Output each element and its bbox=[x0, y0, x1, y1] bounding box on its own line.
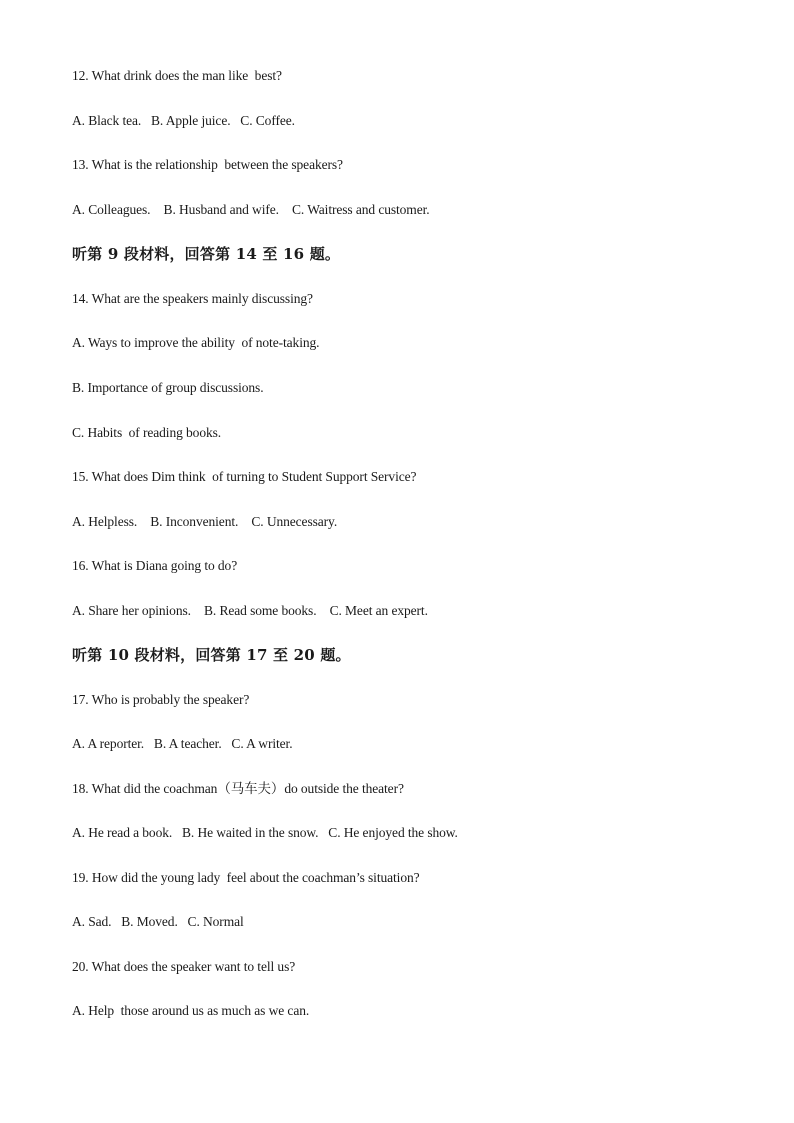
question-17: 17. Who is probably the speaker? bbox=[72, 692, 250, 707]
section-heading-9: 听第 9 段材料，回答第 14 至 16 题。 bbox=[72, 245, 341, 263]
options-12: A. Black tea. B. Apple juice. C. Coffee. bbox=[72, 113, 295, 128]
option-14-c: C. Habits of reading books. bbox=[72, 425, 222, 440]
options-19: A. Sad. B. Moved. C. Normal bbox=[72, 914, 244, 929]
question-14: 14. What are the speakers mainly discussing? bbox=[72, 291, 313, 306]
options-18: A. He read a book. B. He waited in the snow. C. He enjoyed the show. bbox=[72, 825, 458, 840]
option-14-a: A. Ways to improve the ability of note-taking. bbox=[72, 335, 320, 350]
options-16: A. Share her opinions. B. Read some books. C. Meet an expert. bbox=[72, 603, 428, 618]
option-20-a: A. Help those around us as much as we can. bbox=[72, 1003, 310, 1018]
question-16: 16. What is Diana going to do? bbox=[72, 558, 238, 573]
question-13: 13. What is the relationship between the speakers? bbox=[72, 157, 343, 172]
question-15: 15. What does Dim think of turning to Student Support Service? bbox=[72, 469, 417, 484]
question-19: 19. How did the young lady feel about the coachman’s situation? bbox=[72, 870, 420, 885]
options-15: A. Helpless. B. Inconvenient. C. Unnecessary. bbox=[72, 514, 338, 529]
question-20: 20. What does the speaker want to tell us? bbox=[72, 959, 296, 974]
question-18: 18. What did the coachman（马车夫）do outside the theater? bbox=[72, 781, 404, 796]
option-14-b: B. Importance of group discussions. bbox=[72, 380, 264, 395]
options-13: A. Colleagues. B. Husband and wife. C. Waitress and customer. bbox=[72, 202, 430, 217]
options-17: A. A reporter. B. A teacher. C. A writer. bbox=[72, 736, 293, 751]
question-12: 12. What drink does the man like best? bbox=[72, 68, 282, 83]
section-heading-10: 听第 10 段材料，回答第 17 至 20 题。 bbox=[72, 646, 351, 664]
